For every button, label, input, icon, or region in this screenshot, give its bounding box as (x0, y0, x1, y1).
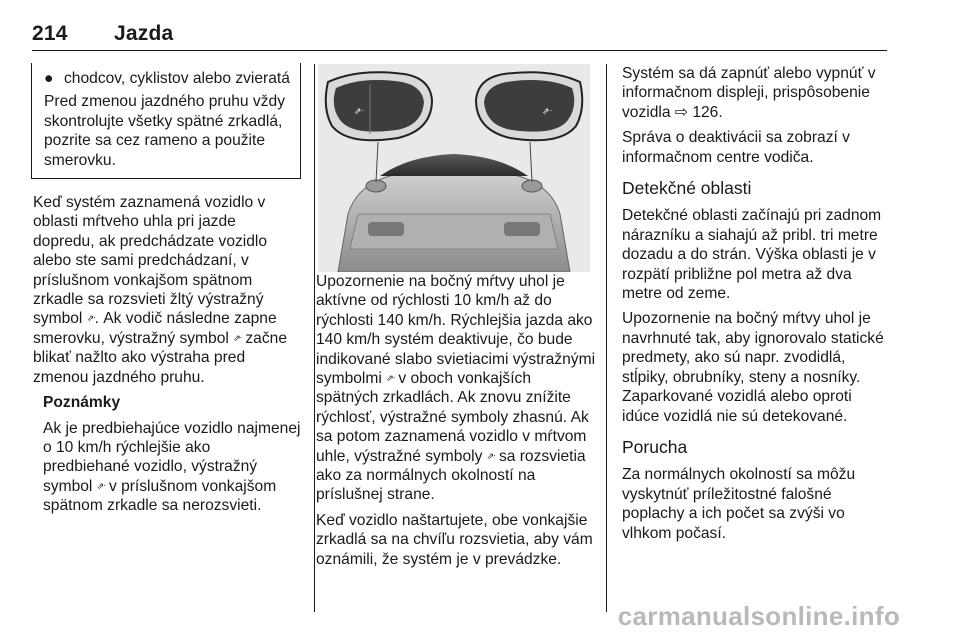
caption-text: Upozornenie na bočný mŕtvy uhol je aktívne od rýchlosti 10 km/h až do rýchlosti 140 km/h. Rýchlejšia jazda ako 140 km/h systém deaktivuje, čo bude indikované slabo svietiacimi výstražnými symbolmi (316, 273, 596, 388)
para-text: . Ak vodič následne zapne smerovku, výstražný symbol (33, 310, 277, 347)
paragraph-warning-symbol (33, 193, 301, 387)
notes-text-part: Ak je predbiehajúce vozidlo najmenej o 10 km/h rýchlejšie ako predbiehané vozidlo, výstražný symbol (43, 419, 301, 495)
mirror-car-illustration (318, 64, 590, 272)
caption-paragraph (316, 272, 596, 505)
deactivation-paragraph: Správa o deaktivácii sa zobrazí v informačnom centre vodiča. (622, 129, 850, 166)
blind-spot-symbol-icon: ⇗ᐧ (386, 373, 395, 384)
heading-fault: Porucha (622, 436, 688, 457)
settings-paragraph (622, 64, 890, 122)
column-divider (314, 64, 315, 612)
caption-text: v oboch vonkajších spätných zrkadlách. Ak znovu znížite rýchlosť, výstražné symboly zhasnú. Ak sa potom zaznamená vozidlo v mŕtvom uhle, výstražné symboly (316, 370, 589, 465)
column-left (33, 63, 301, 516)
blind-spot-symbol-icon: ⇗ᐧ (486, 450, 495, 461)
watermark: carmanualsonline.info (617, 601, 900, 631)
column-middle (316, 64, 596, 575)
column-divider (606, 64, 607, 612)
svg-text:⇗ᐧ: ⇗ᐧ (542, 107, 552, 117)
page-reference-link[interactable]: 126. (692, 103, 723, 121)
static-objects-paragraph: Upozornenie na bočný mŕtvy uhol je navrhnuté tak, aby ignorovalo statické predmety, ako sú napr. zvodidlá, stĺpiky, obrubníky, steny a nosníky. Zaparkované vozidlá alebo oproti idúce vozidlá nie sú detekované. (622, 310, 884, 425)
fault-paragraph: Za normálnych okolností sa môžu vyskytnúť príležitostné falošné poplachy a ich počet sa zvýši vo vlhkom počasí. (622, 466, 856, 542)
notes-title: Poznámky (43, 394, 121, 412)
para-text: Keď systém zaznamená vozidlo v oblasti mŕtveho uhla pri jazde dopredu, ak predchádzate vozidlo alebo ste sami predchádzaní, v príslušnom vonkajšom spätnom zrkadle sa rozsvieti žltý výstražný symbol (33, 194, 268, 328)
page-ref-arrow-icon: ⇨ (674, 103, 688, 121)
para-text: začne blikať nažlto ako výstraha pred zmenou jazdného pruhu. (33, 329, 287, 386)
notes-text-part: v príslušnom vonkajšom spätnom zrkadle sa nerozsvieti. (43, 477, 277, 515)
blind-spot-symbol-icon: ⇗ᐧ (96, 480, 105, 491)
notes-text (43, 419, 301, 516)
settings-text: Systém sa dá zapnúť alebo vypnúť v informačnom displeji, prispôsobenie vozidla (622, 65, 876, 121)
header-rule (32, 50, 887, 51)
bullet-text: chodcov, cyklistov alebo zvieratá (64, 70, 290, 87)
caution-box (31, 63, 301, 179)
caution-text: Pred zmenou jazdného pruhu vždy skontrolujte všetky spätné zrkadlá, pozrite sa cez rameno a použite smerovku. (44, 93, 285, 169)
page-header (32, 22, 173, 46)
heading-detection-areas: Detekčné oblasti (622, 178, 752, 199)
caption-text: sa rozsvietia ako za normálnych okolností na príslušnej strane. (316, 447, 586, 504)
bullet-dot-icon: ● (44, 70, 54, 87)
blind-spot-symbol-icon: ⇗ᐧ (233, 332, 242, 343)
page-number: 214 (32, 22, 68, 45)
detection-paragraph: Detekčné oblasti začínajú pri zadnom nárazníku a siahajú až pribl. tri metre dozadu a do strán. Výška oblasti je v rozpätí približne pol metra až dva metre od zeme. (622, 207, 882, 303)
blind-spot-symbol-icon: ⇗ᐧ (86, 313, 95, 324)
notes-block (43, 393, 301, 515)
startup-paragraph: Keď vozidlo naštartujete, obe vonkajšie zrkadlá sa na chvíľu rozsvietia, aby vám oznámili, že systém je v prevádzke. (316, 511, 593, 568)
svg-text:⇗ᐧ: ⇗ᐧ (354, 107, 364, 117)
column-right (622, 64, 890, 549)
section-title: Jazda (114, 22, 174, 45)
bullet-item (44, 69, 290, 88)
